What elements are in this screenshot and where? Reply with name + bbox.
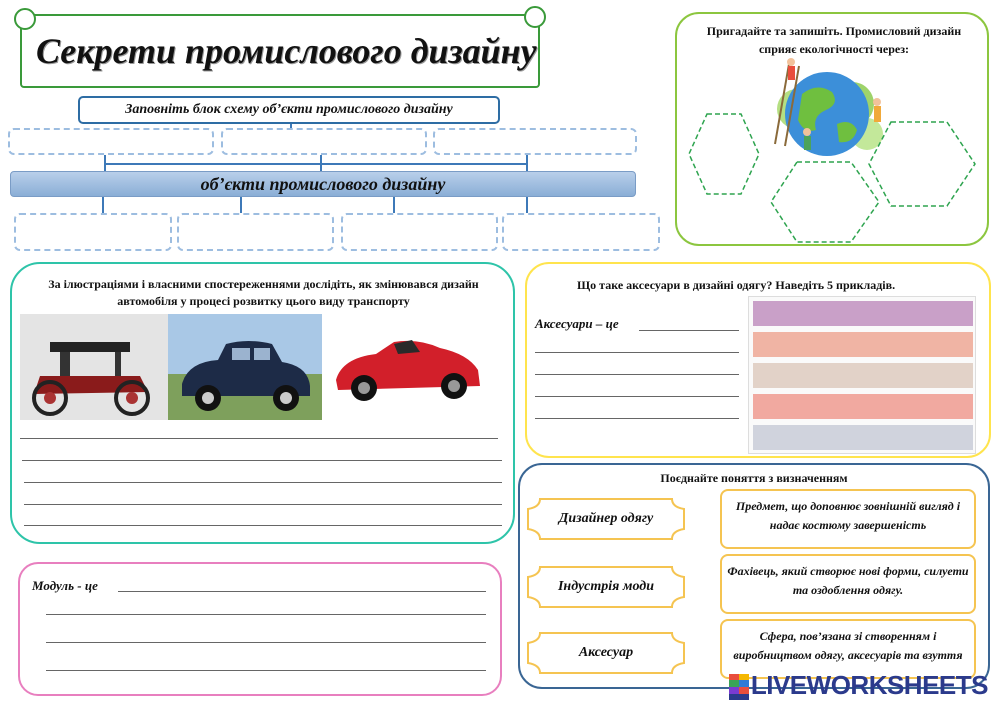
- term-card[interactable]: [526, 631, 686, 675]
- module-line-4[interactable]: [46, 670, 486, 671]
- accessories-def-line-4[interactable]: [535, 396, 739, 397]
- term-label: Аксесуар: [578, 645, 634, 660]
- accessories-def-line-1[interactable]: [639, 330, 739, 331]
- connector: [526, 155, 528, 171]
- term-label: Дизайнер одягу: [558, 511, 654, 526]
- term-label: Індустрія моди: [557, 579, 655, 594]
- connector: [240, 197, 242, 213]
- connector: [320, 155, 322, 171]
- logo-text: LIVEWORKSHEETS: [750, 670, 988, 700]
- live-badge-icon: [729, 674, 749, 700]
- page-title: Секрети промислового дизайну: [36, 31, 537, 71]
- car-evolution-panel: [10, 262, 515, 544]
- eco-panel: [675, 12, 989, 246]
- connector: [393, 197, 395, 213]
- matching-panel: [518, 463, 990, 689]
- definition-card[interactable]: Предмет, що доповнює зовнішній вигляд і надає костюму завершеність: [720, 489, 976, 549]
- hexagon-answer-3: [869, 122, 975, 206]
- example-field-2[interactable]: [753, 332, 973, 357]
- module-line-3[interactable]: [46, 642, 486, 643]
- title-banner: [20, 14, 540, 88]
- matching-title: Поєднайте поняття з визначенням: [660, 471, 848, 485]
- term-card[interactable]: [526, 565, 686, 609]
- answer-line-2[interactable]: [22, 460, 502, 461]
- bottom-answer-box-3[interactable]: [341, 213, 498, 251]
- accessories-def-line-3[interactable]: [535, 374, 739, 375]
- answer-line-5[interactable]: [24, 525, 502, 526]
- eco-illustration: [677, 14, 987, 244]
- module-line-1[interactable]: [118, 591, 486, 592]
- example-field-5[interactable]: [753, 425, 973, 450]
- accessories-def-line-5[interactable]: [535, 418, 739, 419]
- hexagon-answer-1: [689, 114, 759, 194]
- connector: [104, 163, 528, 165]
- top-answer-box-1[interactable]: [8, 128, 214, 155]
- antique-car-image: [20, 314, 168, 420]
- bottom-answer-box-1[interactable]: [14, 213, 172, 251]
- accessories-question: Що таке аксесуари в дизайні одягу? Наведіть 5 прикладів.: [577, 278, 896, 292]
- modern-car-image: [328, 318, 488, 418]
- accessories-def-line-2[interactable]: [535, 352, 739, 353]
- example-field-4[interactable]: [753, 394, 973, 419]
- answer-line-1[interactable]: [20, 438, 498, 439]
- accessories-examples: [748, 296, 976, 454]
- module-label: Модуль - це: [32, 578, 98, 593]
- hexagon-answer-2: [771, 162, 879, 242]
- top-answer-box-2[interactable]: [221, 128, 427, 155]
- bottom-answer-box-2[interactable]: [177, 213, 334, 251]
- vintage-car-image: [168, 314, 322, 420]
- answer-line-3[interactable]: [24, 482, 502, 483]
- example-field-3[interactable]: [753, 363, 973, 388]
- eco-prompt: Пригадайте та запишіть. Промисловий дизайн сприяє екологічності через:: [706, 24, 962, 56]
- definition-card[interactable]: Сфера, пов’язана зі створенням і виробництвом одягу, аксесуарів та взуття: [720, 619, 976, 679]
- center-label: об’єкти промислового дизайну: [10, 171, 636, 197]
- accessories-panel: [525, 262, 991, 458]
- module-line-2[interactable]: [46, 614, 486, 615]
- accessories-label: Аксесуари – це: [535, 316, 619, 331]
- connector: [102, 197, 104, 213]
- definition-card[interactable]: Фахівець, який створює нові форми, силуети та оздоблення одягу.: [720, 554, 976, 614]
- car-prompt: За ілюстраціями і власними спостереженнями дослідіть, як змінювався дизайн автомобіля у процесі розвитку цього виду транспорту: [48, 277, 479, 308]
- connector: [526, 197, 528, 213]
- connector: [104, 155, 106, 171]
- term-card[interactable]: [526, 497, 686, 541]
- liveworksheets-logo: [729, 670, 988, 701]
- module-panel: [18, 562, 502, 696]
- answer-line-4[interactable]: [24, 504, 502, 505]
- bottom-answer-box-4[interactable]: [502, 213, 660, 251]
- block-scheme-instruction: Заповніть блок схему об’єкти промислового дизайну: [78, 96, 500, 124]
- top-answer-box-3[interactable]: [433, 128, 637, 155]
- example-field-1[interactable]: [753, 301, 973, 326]
